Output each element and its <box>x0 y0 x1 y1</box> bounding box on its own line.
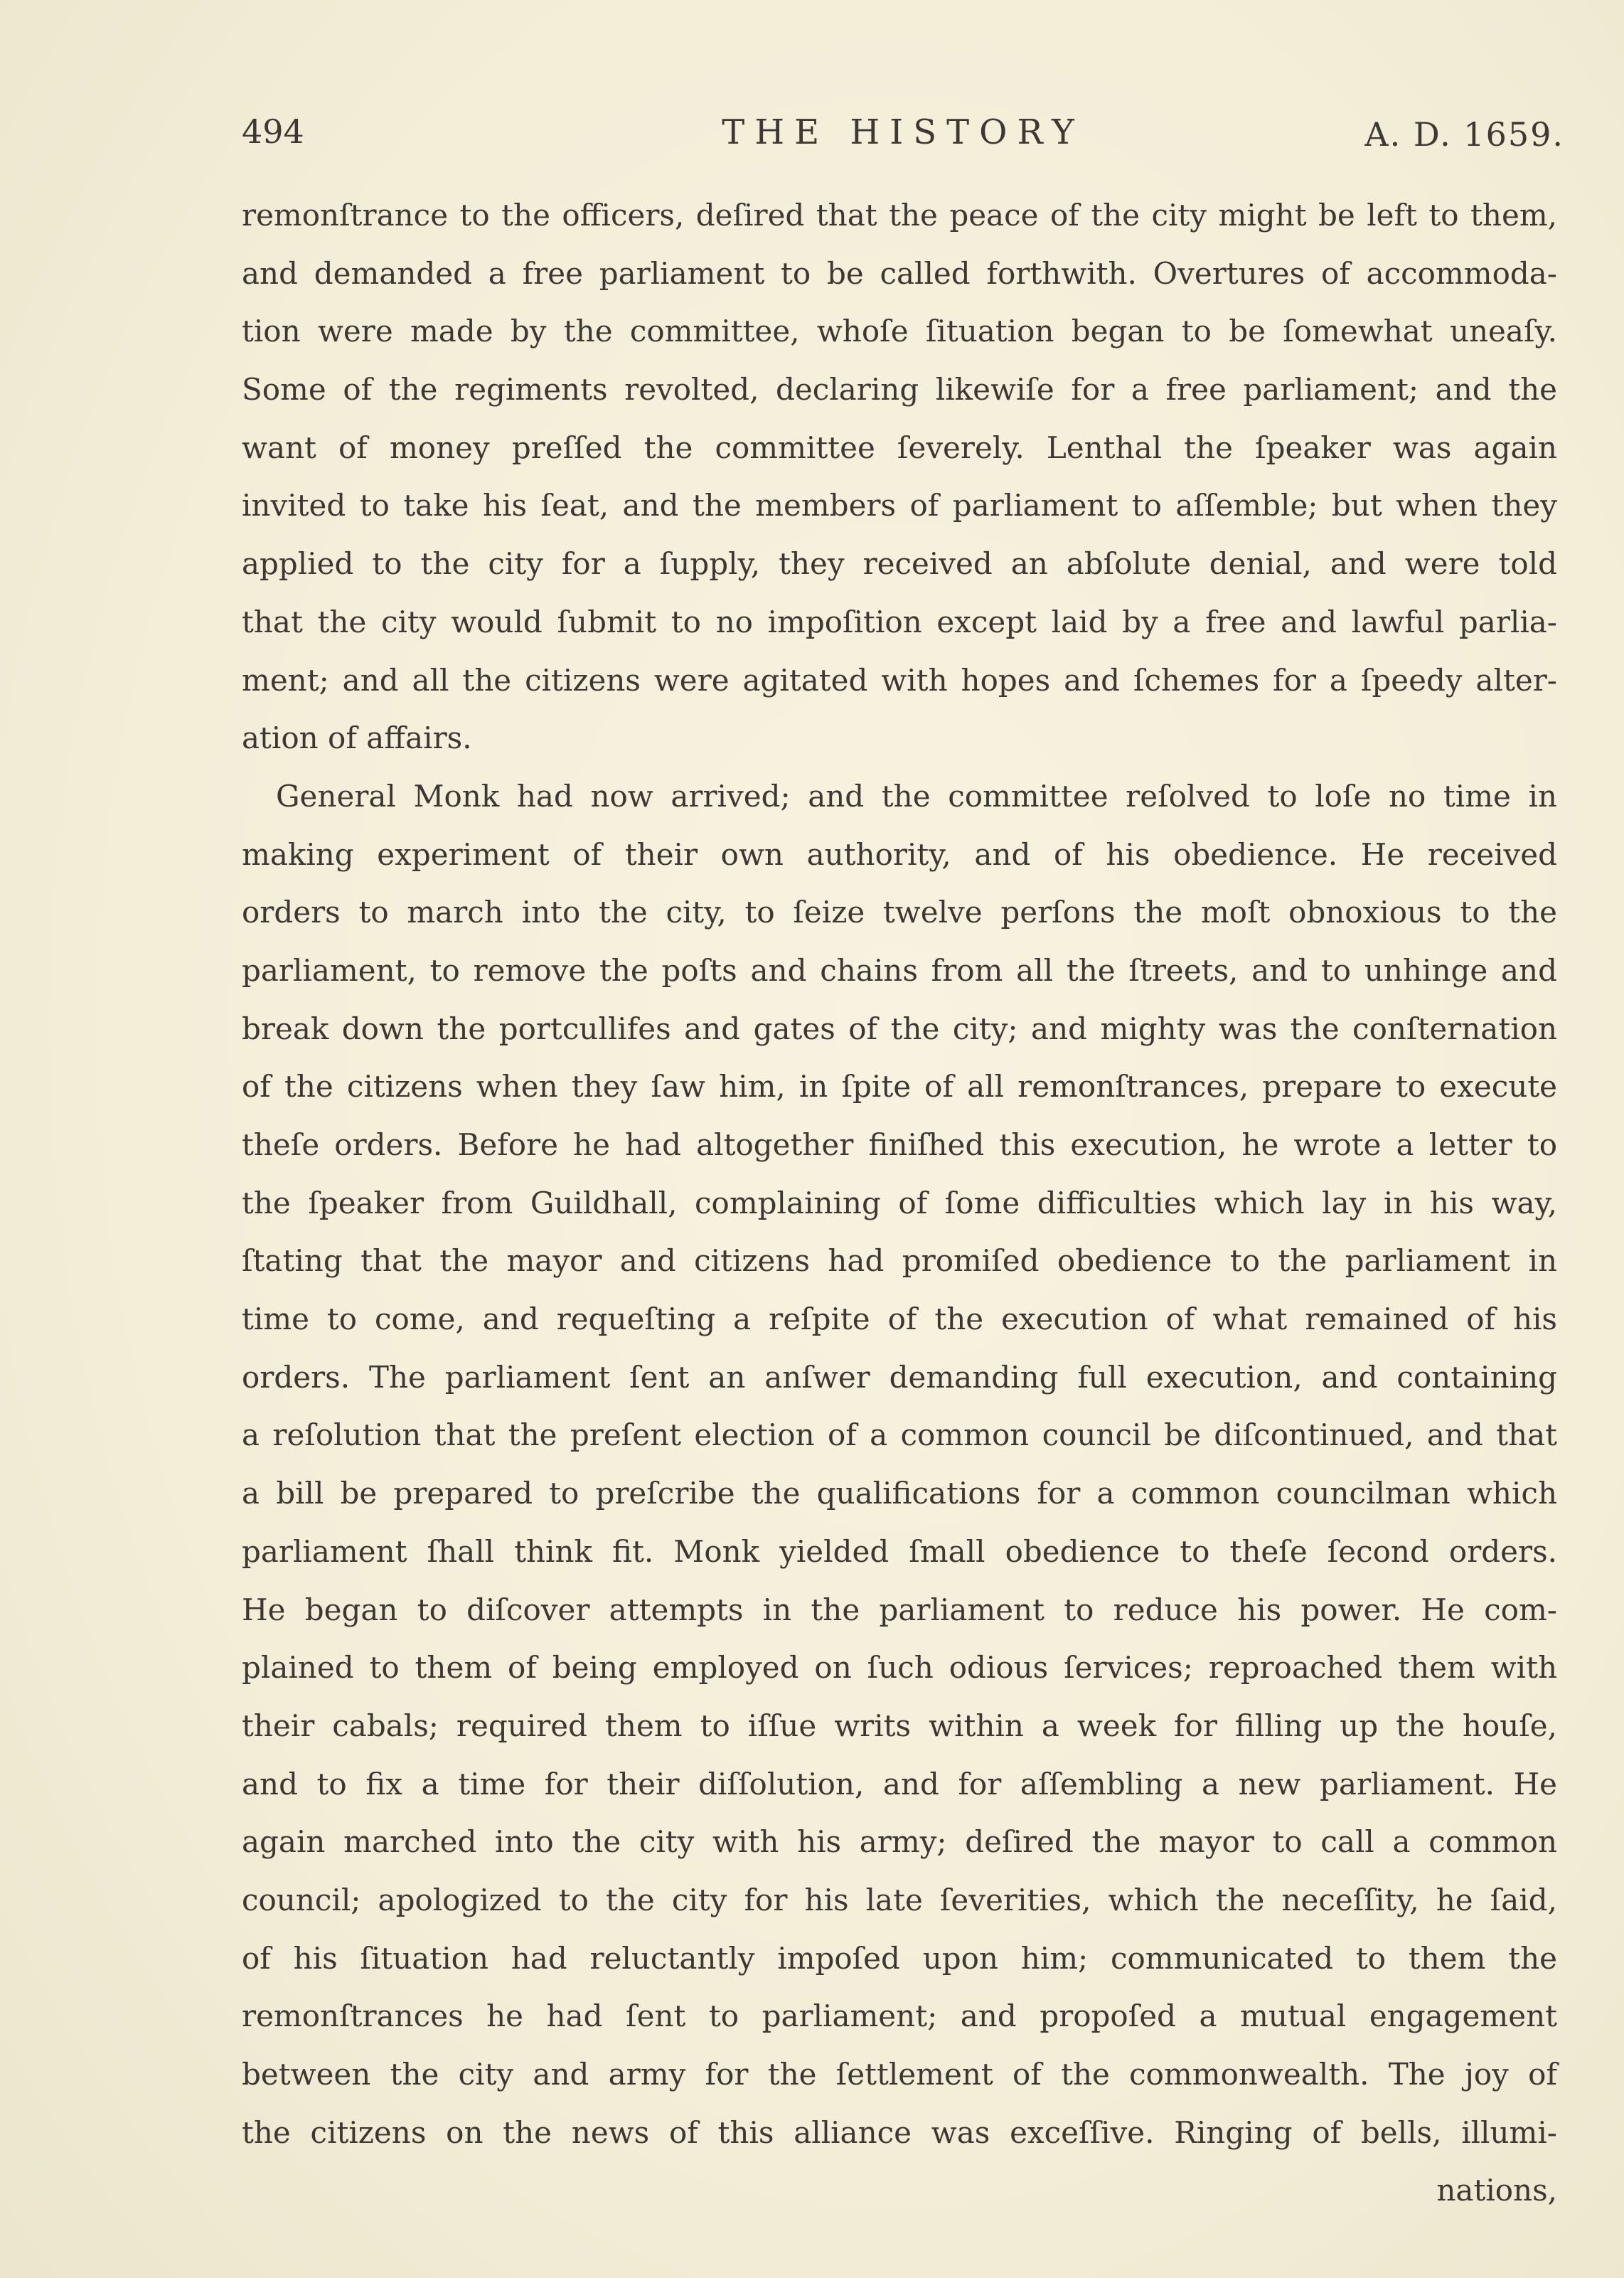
text-line: orders. The parliament ſent an anſwer demanding full execution, and containing <box>242 1359 1557 1395</box>
text-line: a bill be prepared to preſcribe the qualifications for a common councilman which <box>242 1476 1557 1511</box>
text-line: ſtating that the mayor and citizens had promiſed obedience to the parliament in <box>242 1243 1557 1279</box>
text-line: break down the portcullifes and gates of the city; and mighty was the conſternation <box>242 1011 1557 1046</box>
text-line: plained to them of being employed on ſuch odious ſervices; reproached them with <box>242 1650 1557 1686</box>
text-line: a reſolution that the preſent election of a common council be diſcontinued, and that <box>242 1417 1557 1453</box>
paragraph <box>242 767 1557 2162</box>
text-line: parliament, to remove the poſts and chains from all the ſtreets, and to unhinge and <box>242 952 1557 988</box>
text-line: orders to march into the city, to ſeize twelve perſons the moſt obnoxious to the <box>242 895 1557 930</box>
text-line: again marched into the city with his army; deſired the mayor to call a common <box>242 1824 1557 1860</box>
text-line: the citizens on the news of this alliance was exceſſive. Ringing of bells, illumi- <box>242 2114 1557 2150</box>
running-title: THE HISTORY <box>722 112 1084 152</box>
running-date: A. D. 1659. <box>1364 115 1564 154</box>
text-line: General Monk had now arrived; and the committee reſolved to loſe no time in <box>276 778 1557 814</box>
body-text <box>242 186 1557 2220</box>
running-head <box>242 112 1564 169</box>
page-number: 494 <box>242 112 304 151</box>
text-line: of the citizens when they ſaw him, in ſpite of all remonſtrances, prepare to execute <box>242 1069 1557 1105</box>
text-line: making experiment of their own authority, and of his obedience. He received <box>242 836 1557 872</box>
text-line: between the city and army for the ſettlement of the commonwealth. The joy of <box>242 2057 1557 2092</box>
text-line: council; apologized to the city for his late ſeverities, which the neceſſity, he ſaid, <box>242 1882 1557 1917</box>
text-line: ment; and all the citizens were agitated with hopes and ſchemes for a ſpeedy alter- <box>242 662 1557 698</box>
text-line: remonſtrance to the officers, deſired that the peace of the city might be left to them, <box>242 198 1557 233</box>
text-line: Some of the regiments revolted, declaring likewiſe for a free parliament; and the <box>242 372 1557 408</box>
text-line: parliament ſhall think fit. Monk yielded ſmall obedience to theſe ſecond orders. <box>242 1533 1557 1569</box>
text-line: of his ſituation had reluctantly impoſed upon him; communicated to them the <box>242 1940 1557 1976</box>
text-line: ation of affairs. <box>242 720 472 756</box>
text-line: applied to the city for a ſupply, they received an abſolute denial, and were told <box>242 546 1557 582</box>
text-line: and demanded a free parliament to be called forthwith. Overtures of accommoda- <box>242 255 1557 291</box>
text-line: He began to diſcover attempts in the parliament to reduce his power. He com- <box>242 1592 1557 1627</box>
text-line: that the city would ſubmit to no impoſition except laid by a free and lawful parlia- <box>242 604 1557 639</box>
text-line: theſe orders. Before he had altogether finiſhed this execution, he wrote a letter to <box>242 1127 1557 1162</box>
text-line: and to fix a time for their diſſolution, and for aſſembling a new parliament. He <box>242 1766 1557 1801</box>
text-line: time to come, and requeſting a reſpite of the execution of what remained of his <box>242 1302 1557 1337</box>
paragraph <box>242 186 1557 767</box>
text-line: tion were made by the committee, whoſe ſituation began to be ſomewhat uneaſy. <box>242 314 1557 349</box>
catchword: nations, <box>1436 2173 1557 2208</box>
text-line: the ſpeaker from Guildhall, complaining of ſome difficulties which lay in his way, <box>242 1185 1557 1220</box>
text-line: want of money preſſed the committee ſeverely. Lenthal the ſpeaker was again <box>242 430 1557 465</box>
text-line: remonſtrances he had ſent to parliament; and propoſed a mutual engagement <box>242 1998 1557 2034</box>
text-line: their cabals; required them to iſſue writs within a week for filling up the houſe, <box>242 1708 1557 1743</box>
text-line: invited to take his ſeat, and the members of parliament to aſſemble; but when they <box>242 488 1557 523</box>
